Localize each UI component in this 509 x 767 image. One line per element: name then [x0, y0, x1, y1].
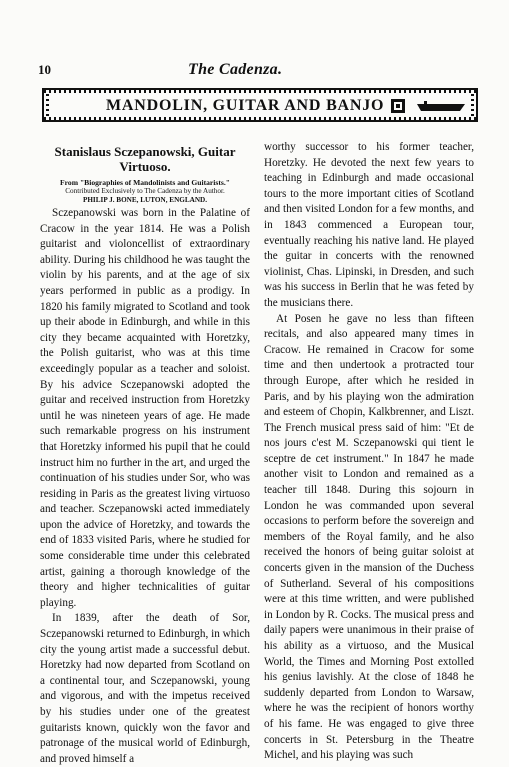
- source-line: From "Biographies of Mandolinists and Guitarists.": [60, 178, 230, 187]
- section-title: MANDOLIN, GUITAR AND BANJO: [106, 97, 385, 114]
- body-paragraph: At Posen he gave no less than fifteen recitals, and also appeared many times in Cracow. He remained in Cracow for some time and then undertook a protracted tour through Europe, after which he resided in Paris, and by his playing won the admiration and esteem of Chopin, Kalkbrenner, and Liszt. The French musical press said of him: "Et de nos jours c'est M. Sczepanowski qui tient le sceptre de cet instrument." In 1847 he made another visit to London and remained as a teacher till 1848. During this sojourn in London he was commanded upon several occasions to perform before the sovereign and members of the Royal family, and he also received the honors of being guitar soloist at concerts given in the mansion of the Duchess of Sutherland. Several of his compositions were at this time written, and were published in London by R. Cocks. The musical press and daily papers were unanimous in their praise of his ability as a virtuoso, and the Musical World, the Times and Morning Post extolled his genius lavishly. At the close of 1848 he suddenly departed from London to Warsaw, where he was the recipient of honors worthy of his fame. He was engaged to give three concerts in St. Petersburg in the Theatre Michel, and his playing was such: [264, 312, 474, 762]
- body-paragraph: worthy successor to his former teacher, Horetzky. He devoted the next few years to teaching in Edinburgh and made occasional tours to the more important cities of Scotland and then visited London for a few months, and in 1843 commenced a European tour, eventually reaching his native land. He played the guitar in concerts with the renowned violinist, Chas. Lipinski, in Dresden, and such was his success in Berlin that he was feted by the musicians there.: [264, 141, 474, 309]
- body-paragraph: In 1839, after the death of Sor, Sczepanowski returned to Edinburgh, in which city the young artist made a successful debut. Horetzky had now departed from Scotland on a continental tour, and Sczepanowski, young and vigorous, and with the impetus received by his studies under one of the greatest guitarists known, quickly won the favor and patronage of the musical world of Edinburgh, and proved himself a: [40, 612, 250, 765]
- right-column: [264, 140, 474, 764]
- left-column: [40, 140, 250, 767]
- section-banner: [42, 88, 478, 122]
- contribution-line: Contributed Exclusively to The Cadenza by the Author.: [65, 187, 225, 195]
- author-line: PHILIP J. BONE, LUTON, ENGLAND.: [82, 195, 208, 204]
- magazine-title: The Cadenza.: [188, 61, 283, 78]
- banjo-ornament-icon: [390, 97, 406, 115]
- page-header: [38, 62, 478, 80]
- boat-ornament-icon: [416, 101, 466, 113]
- article-title: Stanislaus Sczepanowski, Guitar Virtuoso.: [54, 144, 236, 174]
- body-paragraph: Sczepanowski was born in the Palatine of Cracow in the year 1814. He was a Polish guitarist and violoncellist of extraordinary ability. During his childhood he was taught the violin by his parents, and at the age of six years performed in public as a prodigy. In 1820 his family migrated to Scotland and took up their abode in Edinburgh, and while in this city they became acquainted with Horetzky, the Polish guitarist, who was at this time exceedingly popular as a teacher and soloist. By his advice Sczepanowski adopted the guitar and received instruction from Horetzky until he was nineteen years of age. He made such remarkable progress on his instrument that Horetzky informed his pupil that he could instruct him no further in the art, and urged the continuation of his studies under Sor, who was residing in Paris as the greatest living virtuoso and teacher. Sczepanowski acted immediately upon the advice of Horetzky, and towards the end of 1833 visited Paris, where he studied for some considerable time under this celebrated artist, gaining a thorough knowledge of the theory and higher technicalities of guitar playing.: [40, 207, 250, 609]
- page-number: 10: [38, 62, 51, 77]
